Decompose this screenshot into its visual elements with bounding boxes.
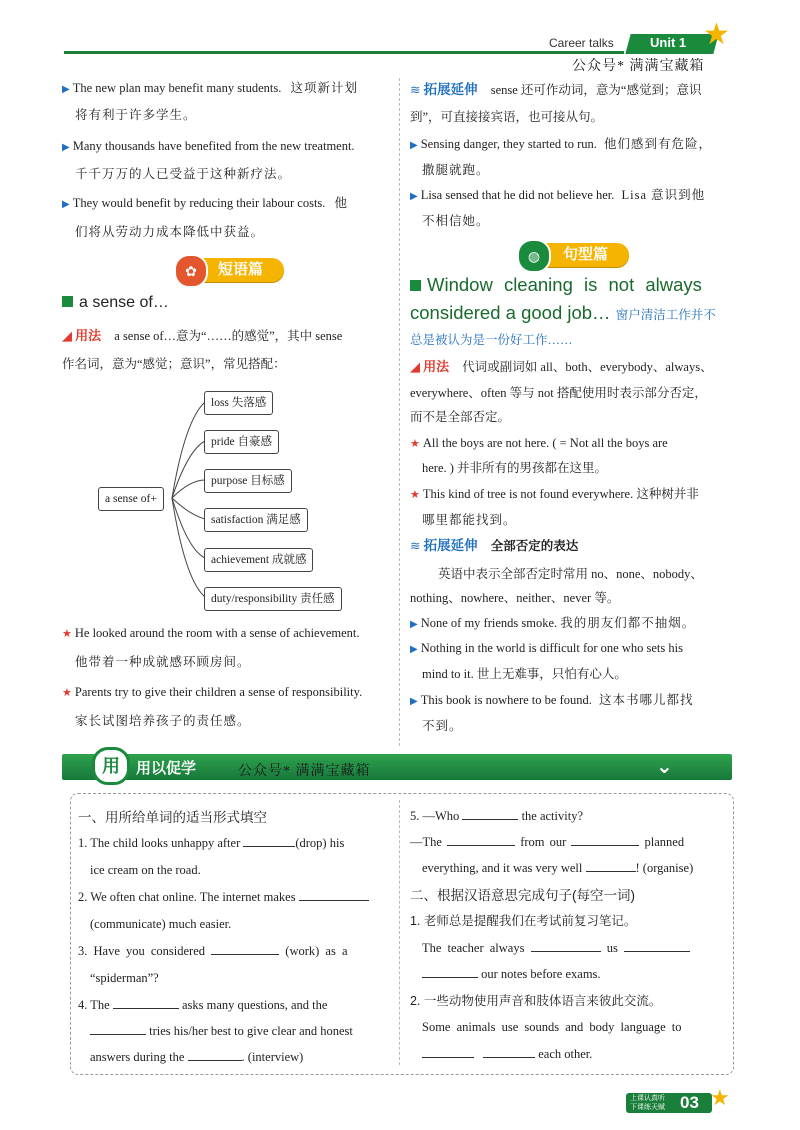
mascot-star-icon: ★ (703, 18, 730, 51)
translate-2b: Some animals use sounds and body language to (422, 1020, 682, 1034)
question-4: 4. The asks many questions, and the (78, 995, 327, 1015)
translate-1c: our notes before exams. (422, 964, 601, 984)
mindmap-branch: pride 自豪感 (204, 430, 279, 454)
triangle-icon: ▶ (62, 84, 70, 95)
right-example-5: ▶ None of my friends smoke. 我的朋友们都不抽烟。 (410, 616, 696, 630)
right-example-4: ★ This kind of tree is not found everywhere. 这种树并非 (410, 487, 699, 501)
pattern-line-2: considered a good job… 窗户清洁工作并不 (410, 302, 716, 323)
translate-1: 1. 老师总是提醒我们在考试前复习笔记。 (410, 914, 637, 928)
left-example-1: ▶ The new plan may benefit many students. 这项新计划 (62, 81, 358, 95)
pattern-zh-2: 总是被认为是一份好工作…… (410, 333, 573, 347)
question-5: 5. —Who the activity? (410, 806, 583, 826)
triangle-icon: ▶ (410, 696, 418, 707)
practice-divider (399, 800, 400, 1065)
right-example-2-zh: 不相信她。 (422, 214, 490, 228)
section1-title: 一、用所给单词的适当形式填空 (78, 810, 267, 825)
star-bullet-icon: ★ (410, 438, 420, 450)
mindmap-branch: satisfaction 满足感 (204, 508, 308, 532)
mindmap-branch: achievement 成就感 (204, 548, 313, 572)
left-example-5-zh: 家长试图培养孩子的责任感。 (75, 714, 251, 728)
left-example-5: ★ Parents try to give their children a sense of responsibility. (62, 685, 363, 699)
answer-blank[interactable] (462, 806, 518, 820)
answer-blank[interactable] (211, 941, 279, 955)
right-example-1: ▶ Sensing danger, they started to run. 他们感到有危险， (410, 137, 713, 151)
left-example-2: ▶ Many thousands have benefited from the new treatment. (62, 139, 355, 153)
right-example-4-zh: 哪里都能找到。 (422, 513, 517, 527)
answer-blank[interactable] (113, 995, 179, 1009)
header-rule (64, 51, 624, 54)
triangle-icon: ▶ (410, 644, 418, 655)
answer-blank[interactable] (422, 964, 478, 978)
triangle-icon: ▶ (410, 191, 418, 202)
question-5b: —The from our planned (410, 832, 684, 852)
footer-small-2: 下课练天赋 (630, 1104, 665, 1111)
triangle-icon: ▶ (62, 199, 70, 210)
pattern-section-pill: ◍ 句型篇 (523, 243, 629, 267)
right-extend-b: ≋ 拓展延伸 全部否定的表达 (410, 538, 579, 553)
wifi-icon: ≋ (410, 83, 421, 97)
phrase-heading: a sense of… (62, 294, 169, 312)
section2-title: 二、根据汉语意思完成句子(每空一词) (410, 888, 635, 903)
answer-blank[interactable] (483, 1044, 535, 1058)
answer-blank[interactable] (188, 1047, 242, 1061)
phrase-section-pill: ✿ 短语篇 (180, 258, 284, 282)
answer-blank[interactable] (531, 938, 601, 952)
answer-blank[interactable] (624, 938, 690, 952)
answer-blank[interactable] (243, 833, 295, 847)
question-3b: “spiderman”? (90, 971, 159, 985)
left-example-1-zh: 将有利于许多学生。 (75, 108, 197, 122)
left-example-3-zh: 们将从劳动力成本降低中获益。 (75, 225, 265, 239)
wifi-icon: ≋ (410, 539, 421, 553)
star-bullet-icon: ★ (62, 628, 72, 640)
footer-star-icon: ★ (710, 1085, 730, 1110)
left-usage: ◢ 用法 a sense of…意为“……的感觉”，其中 sense (62, 328, 343, 343)
pen-icon: ◢ (62, 328, 72, 343)
triangle-icon: ▶ (410, 619, 418, 630)
triangle-icon: ▶ (62, 142, 70, 153)
question-5c: everything, and it was very well ! (organise) (422, 858, 693, 878)
pattern-line-1: Window cleaning is not always (410, 274, 702, 296)
mindmap-branch: duty/responsibility 责任感 (204, 587, 342, 611)
pen-icon: ◢ (410, 359, 420, 374)
right-example-6-zh: mind to it. 世上无难事，只怕有心人。 (422, 667, 627, 681)
practice-banner-icon: 用 (92, 747, 130, 785)
question-3: 3. Have you considered (work) as a (78, 941, 348, 961)
question-2: 2. We often chat online. The internet makes (78, 887, 369, 907)
practice-watermark: 公众号* 满满宝藏箱 (238, 764, 371, 779)
right-example-6: ▶ Nothing in the world is difficult for one who sets his (410, 641, 683, 655)
left-example-4-zh: 他带着一种成就感环顾房间。 (75, 655, 251, 669)
left-example-2-zh: 千千万万的人已受益于这种新疗法。 (75, 167, 292, 181)
right-usage-3: 而不是全部否定。 (410, 410, 511, 424)
left-example-3: ▶ They would benefit by reducing their labour costs. 他 (62, 196, 349, 210)
chevron-down-icon[interactable]: ⌄ (656, 756, 673, 778)
right-example-7: ▶ This book is nowhere to be found. 这本书哪儿都找 (410, 693, 694, 707)
answer-blank[interactable] (586, 858, 636, 872)
answer-blank[interactable] (447, 832, 515, 846)
right-extend-b-2: nothing、nowhere、neither、never 等。 (410, 591, 620, 605)
right-example-2: ▶ Lisa sensed that he did not believe her. Lisa 意识到他 (410, 188, 706, 202)
right-example-3-zh: here. ) 并非所有的男孩都在这里。 (422, 461, 608, 475)
question-4b: tries his/her best to give clear and honest (90, 1021, 353, 1041)
answer-blank[interactable] (422, 1044, 474, 1058)
page-number: 03 (680, 1093, 699, 1112)
left-example-4: ★ He looked around the room with a sense of achievement. (62, 626, 360, 640)
answer-blank[interactable] (90, 1021, 146, 1035)
translate-2: 2. 一些动物使用声音和肢体语言来彼此交流。 (410, 994, 662, 1008)
mindmap-branch: purpose 目标感 (204, 469, 292, 493)
star-bullet-icon: ★ (62, 687, 72, 699)
right-example-3: ★ All the boys are not here. ( = Not all the boys are (410, 436, 668, 450)
unit-label: Unit 1 (650, 35, 687, 50)
practice-banner-title: 用以促学 (136, 760, 197, 777)
mindmap-branch: loss 失落感 (204, 391, 273, 415)
star-bullet-icon: ★ (410, 489, 420, 501)
left-usage-2: 作名词，意为“感觉；意识”，常见搭配： (62, 357, 286, 371)
triangle-icon: ▶ (410, 140, 418, 151)
question-1b: ice cream on the road. (90, 863, 201, 877)
watermark-top: 公众号* 满满宝藏箱 (572, 59, 705, 74)
mindmap-root: a sense of+ (98, 487, 164, 511)
right-extend-b-1: 英语中表示全部否定时常用 no、none、nobody、 (438, 567, 703, 581)
question-2b: (communicate) much easier. (90, 917, 232, 931)
right-extend: ≋ 拓展延伸 sense 还可作动词，意为“感觉到；意识 (410, 82, 702, 97)
question-4c: answers during the . (interview) (90, 1047, 303, 1067)
globe-icon: ◍ (517, 239, 551, 273)
square-bullet-icon (62, 296, 73, 307)
question-1: 1. The child looks unhappy after (drop) his (78, 833, 344, 853)
answer-blank[interactable] (299, 887, 369, 901)
right-usage: ◢ 用法 代词或副词如 all、both、everybody、always、 (410, 359, 713, 374)
translate-2c: each other. (422, 1044, 592, 1064)
right-example-7-zh: 不到。 (422, 719, 463, 733)
right-example-1-zh: 撒腿就跑。 (422, 163, 490, 177)
footer-small-1: 上课认真听 (630, 1095, 665, 1102)
right-usage-2: everywhere、often 等与 not 搭配使用时表示部分否定， (410, 386, 707, 400)
square-bullet-icon (410, 280, 421, 291)
column-divider (399, 78, 400, 746)
header-title: Career talks (549, 36, 614, 50)
answer-blank[interactable] (571, 832, 639, 846)
translate-1b: The teacher always us (422, 938, 690, 958)
right-extend-2: 到”，可直接接宾语，也可接从句。 (410, 110, 604, 124)
flower-icon: ✿ (174, 254, 208, 288)
